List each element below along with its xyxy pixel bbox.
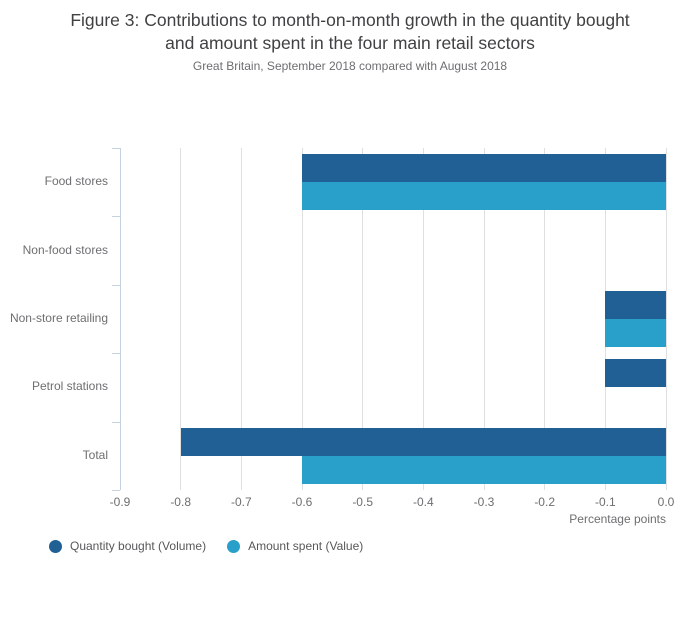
legend-label-volume: Quantity bought (Volume) [70,539,207,553]
y-axis-tick [112,216,120,217]
bar-volume-non-store-retailing [605,291,666,319]
x-tick-label: 0.0 [657,495,675,509]
bar-value-non-store-retailing [605,319,666,347]
x-tick-label: -0.3 [473,495,495,509]
category-label-non-food-stores: Non-food stores [22,242,108,257]
x-tick-label: -0.2 [534,495,555,509]
x-tick-label: -0.1 [594,495,616,509]
bar-value-food-stores [302,182,666,210]
y-axis-line [120,148,121,490]
chart-title: Figure 3: Contributions to month-on-month growth in the quantity bought and amount spent in the four main retail sectors [70,10,630,53]
x-tick-label: -0.9 [109,495,131,509]
category-label-non-store-retailing: Non-store retailing [9,311,108,325]
legend-dot-volume-icon [49,540,62,553]
y-axis-tick [112,490,120,491]
y-axis-tick [112,422,120,423]
x-tick-label: -0.5 [352,495,373,509]
x-axis-title: Percentage points [569,512,666,526]
x-tick-label: -0.7 [230,495,252,509]
x-tick-label: -0.8 [170,495,191,509]
y-axis-tick [112,148,120,149]
category-label-petrol-stations: Petrol stations [31,379,108,394]
legend-item-volume [49,539,206,553]
x-tick-label: -0.4 [412,495,434,509]
legend-label-value: Amount spent (Value) [248,539,364,553]
bar-value-total [302,456,666,484]
x-tick-label: -0.6 [291,495,313,509]
bar-volume-petrol-stations [605,359,666,387]
category-label-food-stores: Food stores [44,174,108,189]
chart-subtitle: Great Britain, September 2018 compared with August 2018 [192,59,508,73]
bar-volume-food-stores [302,154,666,182]
y-axis-tick [112,285,120,286]
legend-dot-value-icon [227,540,240,553]
legend [49,539,384,553]
legend-item-value [227,539,363,553]
category-label-total: Total [82,447,108,462]
bar-volume-total [181,428,666,456]
y-axis-tick [112,353,120,354]
